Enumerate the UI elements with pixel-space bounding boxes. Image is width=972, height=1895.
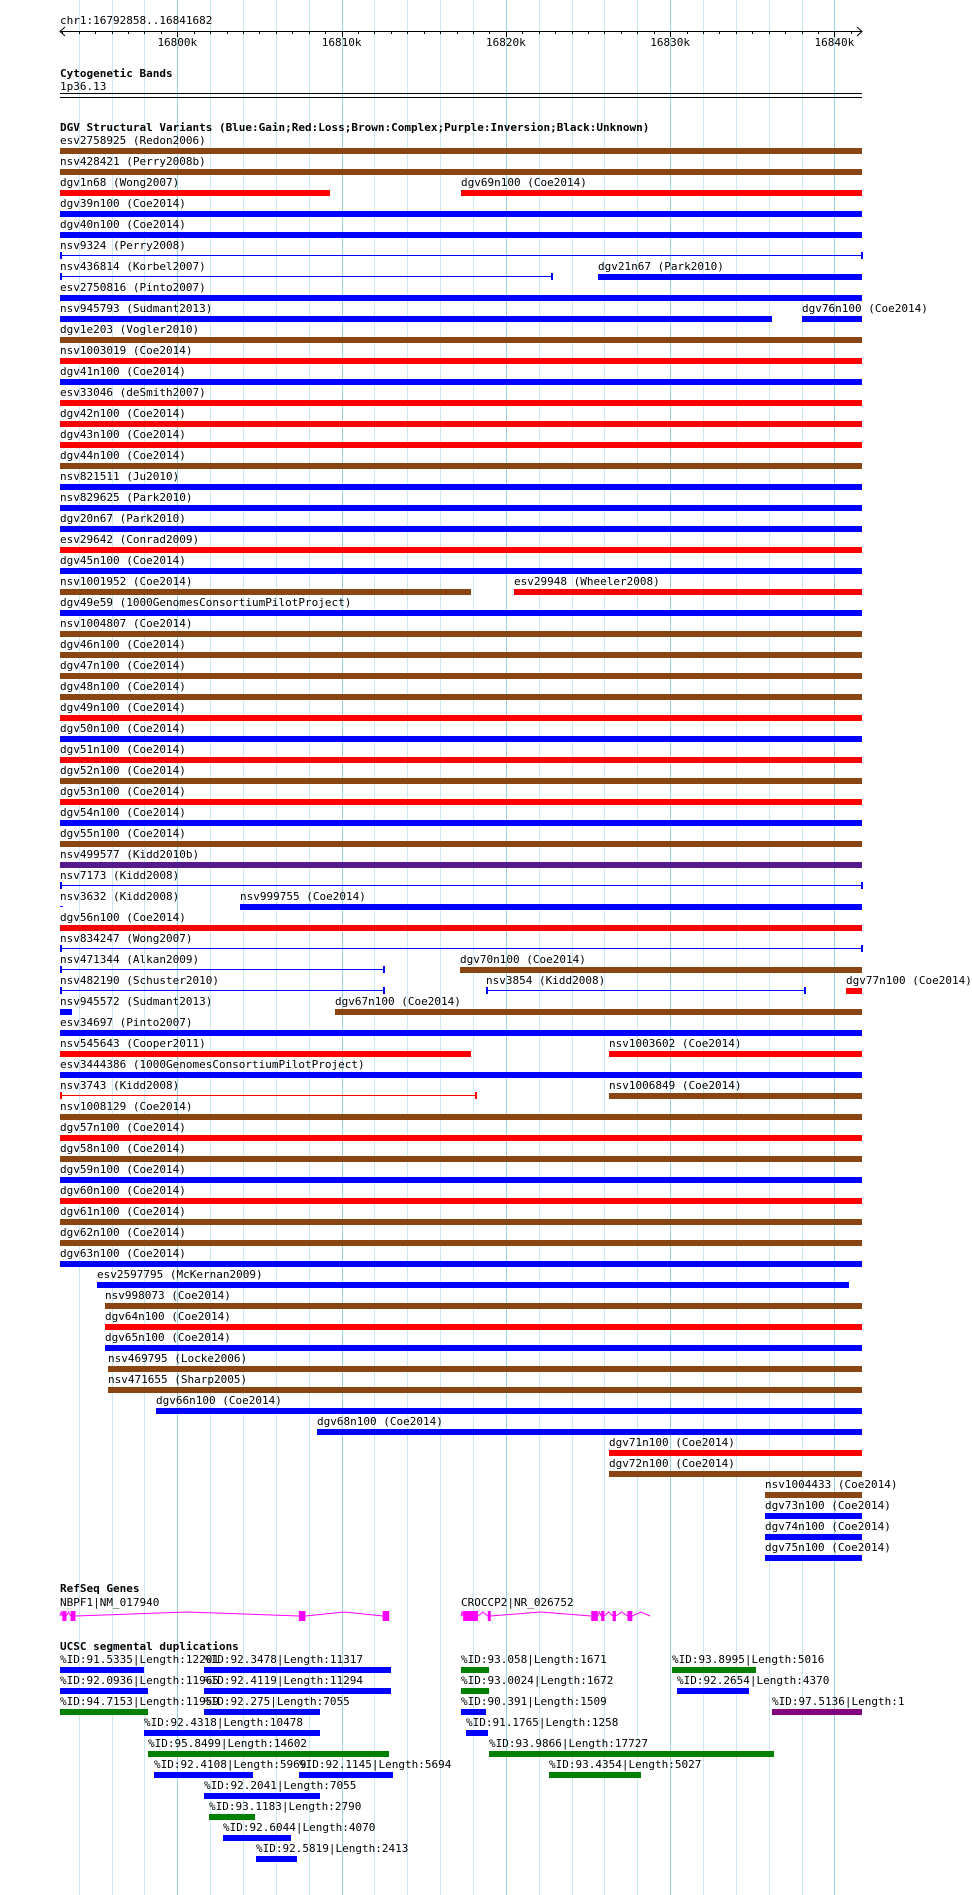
segdup-label[interactable]: %ID:92.2041|Length:7055 [204,1779,357,1792]
variant-label[interactable]: dgv60n100 (Coe2014) [60,1184,186,1197]
variant-bar[interactable] [609,1471,862,1477]
variant-label[interactable]: esv2758925 (Redon2006) [60,134,206,147]
variant-label[interactable]: nsv821511 (Ju2010) [60,470,180,483]
variant-bar[interactable] [60,990,384,991]
ruler-tick-label: 16820k [485,36,526,49]
variant-label[interactable]: dgv43n100 (Coe2014) [60,428,186,441]
variant-bar[interactable] [60,610,862,616]
variant-bar-cap[interactable] [804,987,806,994]
variant-bar[interactable] [60,631,862,637]
variant-bar[interactable] [60,778,862,784]
segdup-bar[interactable] [672,1667,756,1673]
dgv-track-title: DGV Structural Variants (Blue:Gain;Red:Loss;Brown:Complex;Purple:Inversion;Black:Unknown) [60,121,650,134]
variant-label[interactable]: dgv51n100 (Coe2014) [60,743,186,756]
gene-label[interactable]: NBPF1|NM_017940 [60,1596,160,1609]
variant-label[interactable]: dgv57n100 (Coe2014) [60,1121,186,1134]
variant-bar[interactable] [335,1009,862,1015]
gene-intron [66,1612,70,1616]
variant-bar[interactable] [765,1513,862,1519]
variant-label[interactable]: dgv50n100 (Coe2014) [60,722,186,735]
variant-label[interactable]: dgv44n100 (Coe2014) [60,449,186,462]
variant-label[interactable]: dgv74n100 (Coe2014) [765,1520,891,1533]
variant-bar[interactable] [60,484,862,490]
variant-bar[interactable] [60,232,862,238]
gene-intron [461,1612,463,1616]
segdup-bar[interactable] [60,1709,148,1715]
variant-label[interactable]: nsv3632 (Kidd2008) [60,890,180,903]
gene-exon [463,1611,478,1621]
variant-bar[interactable] [60,969,384,970]
segdup-bar[interactable] [209,1814,255,1820]
variant-label[interactable]: dgv68n100 (Coe2014) [317,1415,443,1428]
variant-label[interactable]: nsv1003019 (Coe2014) [60,344,193,357]
variant-label[interactable]: dgv39n100 (Coe2014) [60,197,186,210]
variant-bar-cap[interactable] [861,252,863,259]
segdup-track-title: UCSC segmental duplications [60,1640,239,1653]
variant-label[interactable]: nsv1003602 (Coe2014) [609,1037,742,1050]
variant-bar[interactable] [97,1282,849,1288]
variant-bar[interactable] [60,673,862,679]
segdup-bar[interactable] [461,1688,489,1694]
gene-intron [616,1612,627,1616]
variant-bar[interactable] [60,1114,862,1120]
variant-label[interactable]: dgv65n100 (Coe2014) [105,1331,231,1344]
gene-intron [632,1612,650,1616]
variant-label[interactable]: dgv53n100 (Coe2014) [60,785,186,798]
variant-bar[interactable] [60,1095,476,1096]
variant-label[interactable]: nsv9324 (Perry2008) [60,239,186,252]
variant-bar[interactable] [609,1051,862,1057]
variant-bar[interactable] [765,1534,862,1540]
segdup-label[interactable]: %ID:93.058|Length:1671 [461,1653,607,1666]
variant-label[interactable]: nsv1004433 (Coe2014) [765,1478,898,1491]
variant-bar[interactable] [60,379,862,385]
segdup-bar[interactable] [144,1730,320,1736]
variant-label[interactable]: nsv1008129 (Coe2014) [60,1100,193,1113]
variant-bar[interactable] [105,1324,862,1330]
variant-label[interactable]: dgv59n100 (Coe2014) [60,1163,186,1176]
variant-bar[interactable] [108,1366,862,1372]
variant-label[interactable]: dgv73n100 (Coe2014) [765,1499,891,1512]
variant-bar[interactable] [156,1408,862,1414]
variant-bar[interactable] [60,1240,862,1246]
variant-label[interactable]: nsv1006849 (Coe2014) [609,1079,742,1092]
segdup-label[interactable]: %ID:92.2654|Length:4370 [677,1674,830,1687]
variant-label[interactable]: dgv67n100 (Coe2014) [335,995,461,1008]
variant-bar[interactable] [60,1030,862,1036]
variant-bar[interactable] [60,337,862,343]
variant-label[interactable]: nsv471655 (Sharp2005) [108,1373,248,1386]
variant-bar[interactable] [60,715,862,721]
variant-bar-cap[interactable] [60,882,62,889]
segdup-label[interactable]: %ID:93.8995|Length:5016 [672,1653,825,1666]
variant-label[interactable]: dgv46n100 (Coe2014) [60,638,186,651]
variant-label[interactable]: dgv70n100 (Coe2014) [460,953,586,966]
variant-label[interactable]: dgv76n100 (Coe2014) [802,302,928,315]
variant-bar-cap[interactable] [60,966,62,973]
variant-bar[interactable] [60,463,862,469]
segdup-bar[interactable] [148,1751,389,1757]
variant-label[interactable]: dgv21n67 (Park2010) [598,260,724,273]
variant-label[interactable]: nsv834247 (Wong2007) [60,932,193,945]
gene-intron [60,1612,62,1616]
variant-bar[interactable] [60,799,862,805]
variant-label[interactable]: dgv20n67 (Park2010) [60,512,186,525]
variant-bar[interactable] [60,694,862,700]
refseq-track-title: RefSeq Genes [60,1582,140,1595]
variant-label[interactable]: dgv49n100 (Coe2014) [60,701,186,714]
variant-label[interactable]: dgv66n100 (Coe2014) [156,1394,282,1407]
variant-bar[interactable] [60,820,862,826]
gene-exon [591,1611,598,1621]
variant-label[interactable]: esv34697 (Pinto2007) [60,1016,193,1029]
segdup-label[interactable]: %ID:93.1183|Length:2790 [209,1800,362,1813]
gene-intron [478,1612,488,1616]
variant-bar[interactable] [60,841,862,847]
variant-bar-cap[interactable] [861,882,863,889]
variant-label[interactable]: dgv63n100 (Coe2014) [60,1247,186,1260]
variant-label[interactable]: dgv52n100 (Coe2014) [60,764,186,777]
variant-bar[interactable] [598,274,862,280]
variant-label[interactable]: nsv482190 (Schuster2010) [60,974,219,987]
variant-label[interactable]: dgv61n100 (Coe2014) [60,1205,186,1218]
variant-label[interactable]: esv2597795 (McKernan2009) [97,1268,263,1281]
segdup-bar[interactable] [461,1667,489,1673]
variant-bar[interactable] [60,1198,862,1204]
segdup-label[interactable]: %ID:93.0024|Length:1672 [461,1674,614,1687]
gene-exon [601,1611,604,1621]
variant-bar[interactable] [105,1303,862,1309]
variant-label[interactable]: nsv436814 (Korbel2007) [60,260,206,273]
segdup-bar[interactable] [772,1709,862,1715]
variant-bar[interactable] [765,1555,862,1561]
variant-bar[interactable] [60,948,862,949]
variant-bar[interactable] [60,1135,862,1141]
segdup-bar[interactable] [204,1667,391,1673]
segdup-bar[interactable] [204,1688,391,1694]
ruler-tick-label: 16830k [650,36,690,49]
variant-bar-cap[interactable] [383,966,385,973]
segdup-bar[interactable] [154,1772,253,1778]
variant-label[interactable]: dgv62n100 (Coe2014) [60,1226,186,1239]
variant-bar-cap[interactable] [60,945,62,952]
variant-label[interactable]: dgv64n100 (Coe2014) [105,1310,231,1323]
segdup-bar[interactable] [466,1730,488,1736]
variant-bar[interactable] [60,862,862,868]
variant-bar[interactable] [60,736,862,742]
gene-intron [598,1612,601,1616]
variant-bar[interactable] [60,526,862,532]
variant-bar[interactable] [60,1072,862,1078]
variant-label[interactable]: nsv428421 (Perry2008b) [60,155,206,168]
variant-bar[interactable] [60,652,862,658]
variant-label[interactable]: esv29948 (Wheeler2008) [514,575,660,588]
variant-bar[interactable] [60,505,862,511]
variant-bar[interactable] [60,1156,862,1162]
variant-label[interactable]: dgv54n100 (Coe2014) [60,806,186,819]
variant-bar[interactable] [60,1261,862,1267]
segdup-bar[interactable] [299,1772,393,1778]
segdup-bar[interactable] [549,1772,641,1778]
variant-bar[interactable] [60,589,471,595]
gene-exon [627,1611,632,1621]
variant-bar[interactable] [60,400,862,406]
variant-bar[interactable] [60,190,330,196]
segdup-label[interactable]: %ID:95.8499|Length:14602 [148,1737,307,1750]
variant-bar[interactable] [60,295,862,301]
segdup-label[interactable]: %ID:92.3478|Length:11317 [204,1653,363,1666]
variant-label[interactable]: dgv49e59 (1000GenomesConsortiumPilotProject) [60,596,352,609]
gene-intron [490,1612,591,1616]
variant-bar[interactable] [108,1387,862,1393]
variant-label[interactable]: esv3444386 (1000GenomesConsortiumPilotProject) [60,1058,365,1071]
variant-bar-cap[interactable] [861,945,863,952]
ruler-tick-label: 16800k [157,36,198,49]
variant-bar[interactable] [60,1219,862,1225]
variant-label[interactable]: nsv945793 (Sudmant2013) [60,302,213,315]
gene-exon [71,1611,76,1621]
ruler-tick-label: 16840k [814,36,855,49]
variant-bar[interactable] [60,547,862,553]
variant-label[interactable]: nsv499577 (Kidd2010b) [60,848,200,861]
segdup-bar[interactable] [461,1709,486,1715]
cytoband-line [60,93,862,94]
variant-bar-cap[interactable] [383,987,385,994]
variant-label[interactable]: dgv75n100 (Coe2014) [765,1541,891,1554]
variant-bar[interactable] [486,990,805,991]
variant-label[interactable]: dgv69n100 (Coe2014) [461,176,587,189]
gene-intron [75,1612,298,1616]
segdup-bar[interactable] [204,1793,320,1799]
variant-label[interactable]: dgv45n100 (Coe2014) [60,554,186,567]
gene-exon [299,1611,306,1621]
variant-label[interactable]: dgv77n100 (Coe2014) [846,974,972,987]
segdup-label[interactable]: %ID:91.5335|Length:12201 [60,1653,219,1666]
variant-bar[interactable] [60,358,862,364]
variant-label[interactable]: dgv1e203 (Vogler2010) [60,323,200,336]
variant-label[interactable]: dgv71n100 (Coe2014) [609,1436,735,1449]
gene-intron [305,1612,382,1616]
variant-bar[interactable] [461,190,862,196]
variant-bar[interactable] [60,442,862,448]
variant-label[interactable]: nsv999755 (Coe2014) [240,890,366,903]
variant-bar[interactable] [802,316,862,322]
segdup-label[interactable]: %ID:92.4108|Length:5969 [154,1758,307,1771]
variant-label[interactable]: nsv545643 (Cooper2011) [60,1037,206,1050]
variant-label[interactable]: nsv471344 (Alkan2009) [60,953,200,966]
variant-bar[interactable] [240,904,862,910]
segdup-label[interactable]: %ID:92.0936|Length:11965 [60,1674,219,1687]
variant-label[interactable]: dgv41n100 (Coe2014) [60,365,186,378]
variant-bar[interactable] [514,589,862,595]
variant-label[interactable]: dgv55n100 (Coe2014) [60,827,186,840]
variant-bar[interactable] [846,988,862,994]
gene-exon [62,1611,66,1621]
variant-bar-cap[interactable] [551,273,553,280]
variant-bar[interactable] [60,757,862,763]
variant-bar[interactable] [105,1345,862,1351]
segdup-label[interactable]: %ID:92.4318|Length:10478 [144,1716,303,1729]
variant-label[interactable]: nsv998073 (Coe2014) [105,1289,231,1302]
variant-label[interactable]: dgv48n100 (Coe2014) [60,680,186,693]
segdup-bar[interactable] [489,1751,774,1757]
segdup-label[interactable]: %ID:92.6044|Length:4070 [223,1821,376,1834]
gene-label[interactable]: CROCCP2|NR_026752 [461,1596,574,1609]
variant-bar[interactable] [60,211,862,217]
segdup-label[interactable]: %ID:90.391|Length:1509 [461,1695,607,1708]
variant-bar[interactable] [60,255,862,256]
segdup-label[interactable]: %ID:92.5819|Length:2413 [256,1842,409,1855]
gene-exon [383,1611,390,1621]
variant-label[interactable]: dgv47n100 (Coe2014) [60,659,186,672]
ruler-tick-label: 16810k [321,36,362,49]
variant-bar[interactable] [60,1177,862,1183]
segdup-bar[interactable] [677,1688,749,1694]
variant-bar[interactable] [60,421,862,427]
variant-label[interactable]: nsv1001952 (Coe2014) [60,575,193,588]
variant-label[interactable]: esv2750816 (Pinto2007) [60,281,206,294]
variant-bar[interactable] [60,1009,72,1015]
variant-label[interactable]: dgv72n100 (Coe2014) [609,1457,735,1470]
segdup-label[interactable]: %ID:93.9866|Length:17727 [489,1737,648,1750]
variant-bar[interactable] [60,925,862,931]
segdup-label[interactable]: %ID:91.1765|Length:1258 [466,1716,619,1729]
variant-bar[interactable] [60,568,862,574]
variant-label[interactable]: dgv58n100 (Coe2014) [60,1142,186,1155]
coordinate-ruler[interactable] [0,0,890,60]
variant-label[interactable]: dgv40n100 (Coe2014) [60,218,186,231]
segdup-label[interactable]: %ID:97.5136|Length:1 [772,1695,905,1708]
gene-exon [488,1611,491,1621]
segdup-label[interactable]: %ID:92.4119|Length:11294 [204,1674,363,1687]
segdup-bar[interactable] [60,1667,144,1673]
segdup-label[interactable]: %ID:92.1145|Length:5694 [299,1758,452,1771]
variant-bar[interactable] [60,885,862,886]
segdup-bar[interactable] [204,1709,320,1715]
variant-bar[interactable] [765,1492,862,1498]
variant-bar[interactable] [317,1429,862,1435]
variant-bar[interactable] [60,276,552,277]
variant-bar[interactable] [609,1450,862,1456]
variant-label[interactable]: dgv1n68 (Wong2007) [60,176,180,189]
gene-intron [604,1612,612,1616]
track-separator [60,97,862,98]
cytogenetic-bands-title: Cytogenetic Bands [60,67,173,80]
segdup-bar[interactable] [256,1856,297,1862]
segdup-label[interactable]: %ID:93.4354|Length:5027 [549,1758,702,1771]
variant-label[interactable]: nsv829625 (Park2010) [60,491,193,504]
variant-label[interactable]: nsv469795 (Locke2006) [108,1352,248,1365]
segdup-label[interactable]: %ID:94.7153|Length:11959 [60,1695,219,1708]
variant-bar-cap[interactable] [60,1092,62,1099]
variant-label[interactable]: nsv7173 (Kidd2008) [60,869,180,882]
variant-label[interactable]: dgv42n100 (Coe2014) [60,407,186,420]
variant-bar[interactable] [60,148,862,154]
variant-label[interactable]: esv33046 (deSmith2007) [60,386,206,399]
variant-label[interactable]: nsv1004807 (Coe2014) [60,617,193,630]
segdup-bar[interactable] [60,1688,148,1694]
variant-bar[interactable] [60,316,772,322]
segdup-bar[interactable] [223,1835,291,1841]
variant-bar-cap[interactable] [486,987,488,994]
variant-bar[interactable] [609,1093,862,1099]
cytoband-label: 1p36.13 [60,80,107,93]
segdup-label[interactable]: %ID:92.275|Length:7055 [204,1695,350,1708]
variant-bar-cap[interactable] [60,273,62,280]
variant-label[interactable]: dgv56n100 (Coe2014) [60,911,186,924]
position-label: chr1:16792858..16841682 [60,14,213,27]
gene-exon [613,1611,616,1621]
variant-label[interactable]: nsv3854 (Kidd2008) [486,974,606,987]
variant-bar-cap[interactable] [475,1092,477,1099]
variant-label[interactable]: nsv945572 (Sudmant2013) [60,995,213,1008]
variant-bar[interactable] [60,906,63,907]
variant-bar-cap[interactable] [60,987,62,994]
variant-bar[interactable] [60,1051,471,1057]
variant-label[interactable]: nsv3743 (Kidd2008) [60,1079,180,1092]
variant-label[interactable]: esv29642 (Conrad2009) [60,533,200,546]
variant-bar[interactable] [60,169,862,175]
gene-models[interactable] [0,1608,890,1632]
variant-bar-cap[interactable] [60,252,62,259]
variant-bar[interactable] [460,967,862,973]
